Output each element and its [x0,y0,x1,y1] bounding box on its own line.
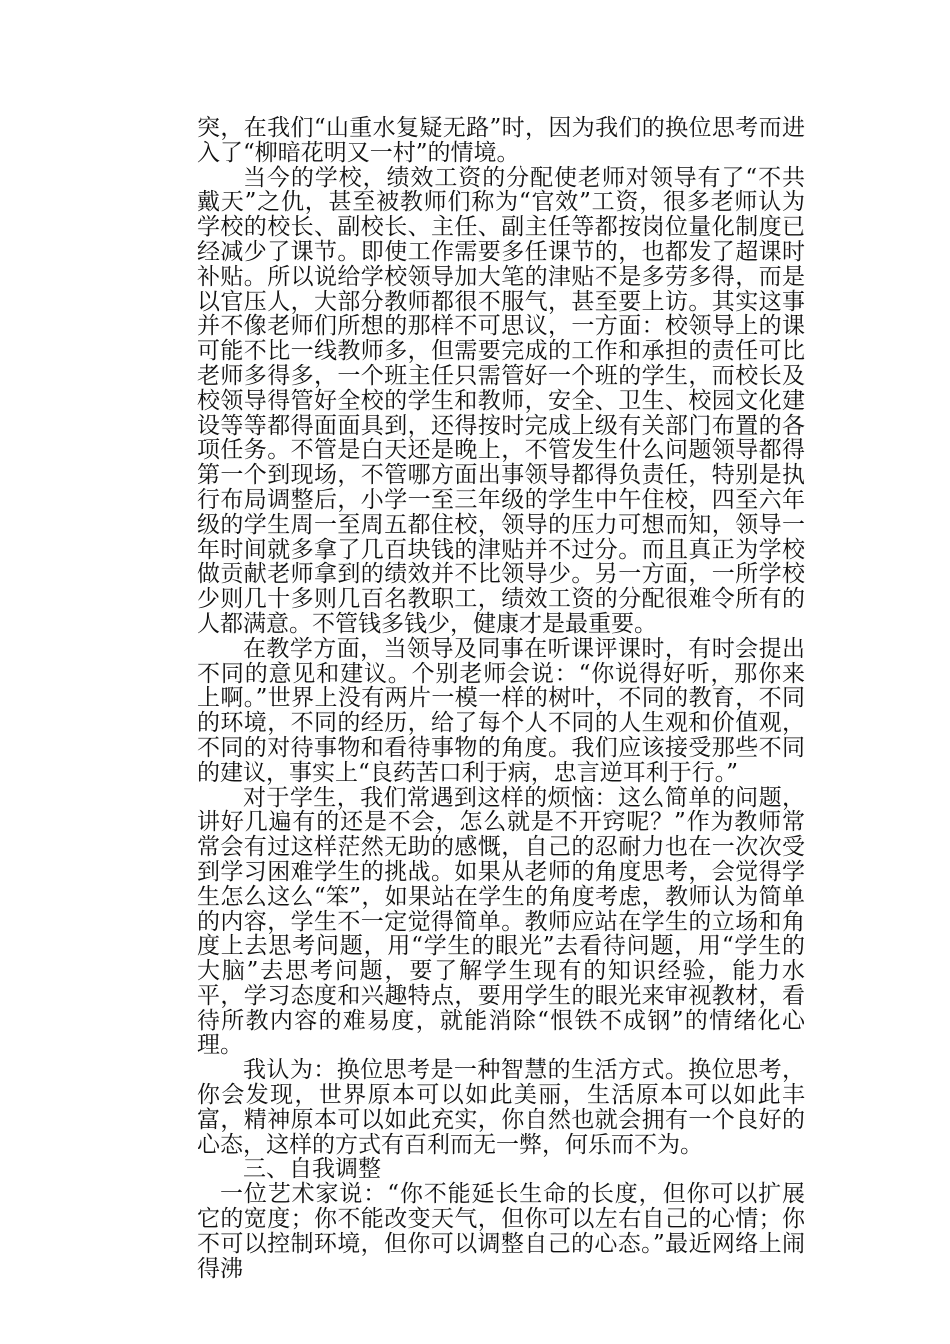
paragraph-continuation: 突，在我们“山重水复疑无路”时，因为我们的换位思考而进入了“柳暗花明又一村”的情境。 [197,115,805,166]
paragraph-conclusion: 我认为：换位思考是一种智慧的生活方式。换位思考，你会发现，世界原本可以如此美丽，生活原本可以如此丰富，精神原本可以如此充实，你自然也就会拥有一个良好的心态，这样的方式有百利而无一弊，何乐而不为。 [197,1057,805,1158]
body-text [197,116,805,1281]
paragraph-students: 对于学生，我们常遇到这样的烦恼：这么简单的问题，讲好几遍有的还是不会，怎么就是不开窍呢？”作为教师常常会有过这样茫然无助的感慨，自己的忍耐力也在一次次受到学习困难学生的挑战。如果从老师的角度思考，会觉得学生怎么这么“笨”，如果站在学生的角度考虑，教师认为简单的内容，学生不一定觉得简单。教师应站在学生的立场和角度上去思考问题，用“学生的眼光”去看待问题，用“学生的大脑”去思考问题，要了解学生现有的知识经验，能力水平，学习态度和兴趣特点，要用学生的眼光来审视教材，看待所教内容的难易度，就能消除“恨铁不成钢”的情绪化心理。 [197,784,805,1059]
paragraph-teaching-feedback: 在教学方面，当领导及同事在听课评课时，有时会提出不同的意见和建议。个别老师会说：“你说得好听，那你来上啊。”世界上没有两片一模一样的树叶，不同的教育，不同的环境，不同的经历，给了每个人不同的人生观和价值观，不同的对待事物和看待事物的角度。我们应该接受那些不同的建议，事实上“良药苦口利于病，忠言逆耳利于行。” [197,635,805,786]
section-heading: 三、自我调整 [243,1156,381,1183]
paragraph-self-adjustment: 一位艺术家说：“你不能延长生命的长度，但你可以扩展它的宽度；你不能改变天气，但你可以左右自己的心情；你不可以控制环境，但你可以调整自己的心态。”最近网络上闹得沸 [197,1181,805,1282]
paragraph-performance-pay: 当今的学校，绩效工资的分配使老师对领导有了“不共戴天”之仇，甚至被教师们称为“官效”工资，很多老师认为学校的校长、副校长、主任、副主任等都按岗位量化制度已经减少了课节。即使工作需要多任课节的，也都发了超课时补贴。所以说给学校领导加大笔的津贴不是多劳多得，而是以官压人，大部分教师都很不服气，甚至要上访。其实这事并不像老师们所想的那样不可思议，一方面：校领导上的课可能不比一线教师多，但需要完成的工作和承担的责任可比老师多得多，一个班主任只需管好一个班的学生，而校长及校领导得管好全校的学生和教师，安全、卫生、校园文化建设等等都得面面具到，还得按时完成上级有关部门布置的各项任务。不管是白天还是晚上，不管发生什么问题领导都得第一个到现场，不管哪方面出事领导都得负责任，特别是执行布局调整后，小学一至三年级的学生中午住校，四至六年级的学生周一至周五都住校，领导的压力可想而知，领导一年时间就多拿了几百块钱的津贴并不过分。而且真正为学校做贡献老师拿到的绩效并不比领导少。另一方面，一所学校少则几十多则几百名教职工，绩效工资的分配很难令所有的人都满意。不管钱多钱少，健康才是最重要。 [197,164,805,637]
